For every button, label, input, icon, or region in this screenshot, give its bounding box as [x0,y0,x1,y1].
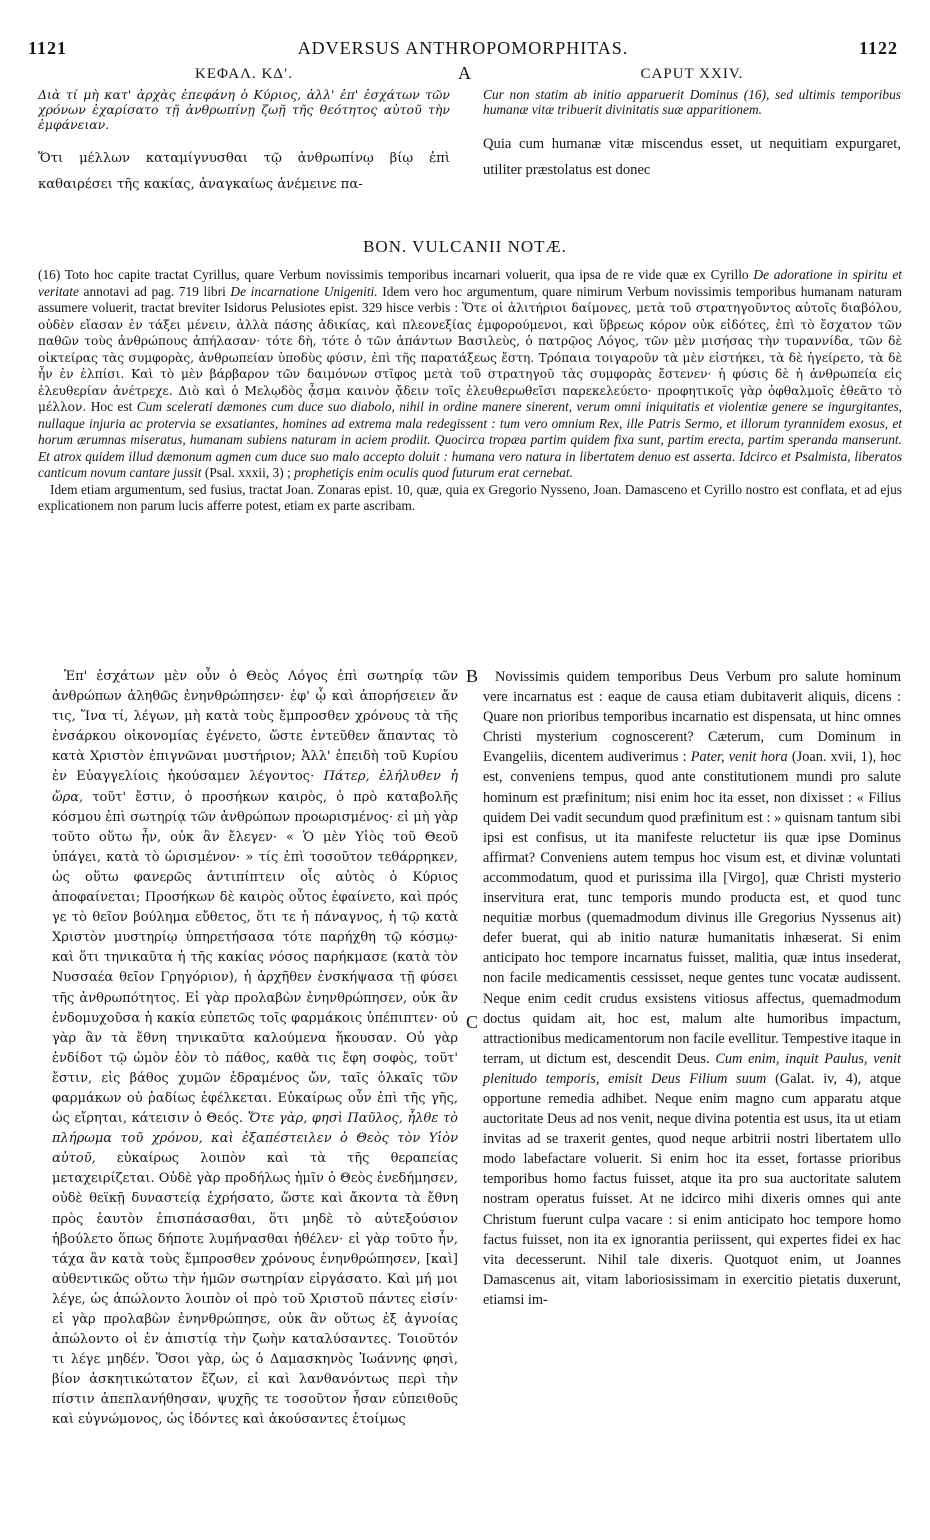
running-head [28,38,898,62]
note-greek-quotation: Ὅτε οἱ ἀλιτήριοι δαίμονες, μετὰ τοῦ στρατηγοῦντος αὐτοῖς διαβόλου, οὐδὲν εἴασαν ἐν τάξει μένειν, ἀλλὰ πάσης ἀδικίας, καὶ πλεονεξίας ἐμφορούμενοι, καὶ ὕβρεως κόρον οὐκ εἰδότες, ἐπὶ τὸ ἔσχατον τῶν παθῶν τοὺς ἀνθρώπους ἀπήλασαν· τότε δὴ, τότε ὁ τῶν ἁπάντων Βασιλεὺς, ὁ πατρῷος Λόγος, τῶν μὲν μισήσας τὴν τυραννίδα, τῶν δὲ οἰκτείρας τὰς συμφορὰς, ἀνθρωπείαν ὑποδὺς φύσιν, ἐπὶ τῆς παρατάξεως ἔστη. Τρόπαια τοιγαροῦν τὰ μὲν εἱστήκει, τὰ δὲ ἠγείρετο, τὰ δὲ ἦν ἐν ἐλπίσι. Καὶ τὸ μὲν βάρβαρον τῶν δαιμόνων στῖφος μετὰ τοῦ στρατηγοῦ τὰς συμφορὰς ἔστενεν· ἡ φύσις δὲ ἡ ἀνθρωπεία εἰς ἐλευθερίαν ἀνέτρεχε. Διὸ καὶ ὁ Μελῳδὸς ᾆσμα καινὸν ᾄδειν τοῖς ἐλευθερωθεῖσι παρεκελεύετο· προφητικοῖς γὰρ ὀφθαλμοῖς ἐθεᾶτο τὸ μέλλον. [38,301,903,414]
greek-main-column [52,667,458,1431]
section-marker-c: C [466,1012,479,1032]
latin-main-paragraph [483,667,901,1310]
latin-chapter-heading: CAPUT XXIV. [640,66,744,82]
latin-chapter-argument: Cur non statim ab initio apparuerit Dominus (16), sed ultimis temporibus humanæ vitæ tribuerit divinitatis suæ apparitionem. [483,87,901,117]
note-text: (16) Toto hoc capite tractat Cyrillus, quare Verbum novissimis temporibus incarnari voluerit, qua ipsa de re vide quæ ex Cyrillo [38,267,754,282]
note-text: (Psal. xxxii, 3) ; [201,465,295,480]
page-number-right: 1122 [858,38,898,58]
page-number-left: 1121 [28,38,68,58]
notes-title: BON. VULCANII NOTÆ. [363,237,567,256]
greek-main-text: εὐκαίρως λοιπὸν καὶ τὰ τῆς θεραπείας μεταχειρίζεται. Οὐδὲ γὰρ προδήλως ἡμῖν ὁ Θεὸς ἐνεδήμησεν, οὐδὲ θεϊκῇ δυναστείᾳ ἐχρήσατο, ὥστε καὶ ἄκοντα τὰ ἔθνη πρὸς ἑαυτὸν ἐπισπάσασθαι, ὅτι μηδὲ τὸ αὐτεξούσιον ἠβούλετο ὅπως δήποτε λυμήνασθαι ἠθέλεν· εἰ γὰρ τοῦτο ἦν, τάχα ἂν κατὰ τοὺς ἔμπροσθεν χρόνους ἐνηνθρώπησεν, [καὶ] αὐθεντικῶς οὕτω τὴν ἡμῶν σωτηρίαν εἰργάσατο. Καὶ μή μοι λέγε, ὡς ἀπώλοντο λοιπὸν οἱ πρὸ τοῦ Χριστοῦ πάντες εἰσίν· εἰ γὰρ προλαβὼν ἐνηνθρώπησε, οὐκ ἂν οὕτως ἐξ ἀγνοίας ἀπώλοντο οἱ ἐν ἀπιστίᾳ τὴν ζωὴν καταλύσαντες. Τοιοῦτόν τι λέγε μηδέν. Ὅσοι γὰρ, ὡς ὁ Δαμασκηνὸς Ἰωάννης φησὶ, βίον ἀσκητικώτατον ἔζων, εἰ καὶ λανθανόντως περὶ τὴν πίστιν ἀπεπλανήθησαν, ψυχῆς τε τοσοῦτον ἦσαν εὐπειθοῦς καὶ εὐγνώμονος, ὡς ἰδόντες καὶ ἀκούσαντες ἑτοίμως [52,1151,458,1428]
note-text: Hoc est [86,399,137,414]
section-marker-a: A [458,63,471,83]
section-marker-b: B [466,666,479,686]
latin-chapter-column [483,66,901,183]
greek-main-italic: Ὅτε γὰρ, φησὶ Παῦλος, ἦλθε τὸ πλήρωμα τοῦ χρόνου, καὶ ἐξαπέστειλεν ὁ Θεὸς τὸν Υἱὸν αὐτοῦ, [52,1111,458,1167]
note-text-italic: Cum scelerati dæmones cum duce suo diabolo, nihil in ordine manere sinerent, verum omni iniquitatis et violentiæ genere se ingurgitantes, nullaque injuria ac protervia se exsatiantes, homines ad extrema mala redegissent : tum vero omnium Rex, ille Patris Sermo, et illorum tyrannidem exosus, et horum ærumnas miseratus, humanam subiens naturam in aciem prodiit. Quocirca tropæa partim quidem fixa sunt, partim erecta, partim speranda manserunt. Et atrox quidem illud dæmonum agmen cum duce suo malo accepto doluit : humana vero natura in libertatem denuo est asserta. Idcirco et Psalmista, liberatos canticum novum cantare jussit [38,399,902,480]
greek-chapter-heading: ΚΕΦΑΛ. ΚΔʹ. [195,66,293,82]
note-text: annotavi ad pag. 719 libri [78,283,231,299]
latin-main-italic: Cum enim, inquit Paulus, venit plenitudo temporis, emisit Deus Filium suum [483,1050,901,1087]
note-paragraph-16 [38,267,902,482]
greek-chapter-text: Ὅτι μέλλων καταμίγνυσθαι τῷ ἀνθρωπίνῳ βίῳ ἐπὶ καθαιρέσει τῆς κακίας, ἀναγκαίως ἀνέμεινε πα- [38,151,450,192]
note-paragraph-zonaras: Idem etiam argumentum, sed fusius, tractat Joan. Zonaras epist. 10, quæ, quia ex Gregorio Nysseno, Joan. Damasceno et Cyrillo nostro est conflata, et ad ejus explicationem non parum lucis afferre potest, etiam ex parte ascribam. [38,481,902,513]
latin-main-column [483,667,901,1310]
running-title: ADVERSUS ANTHROPOMORPHITAS. [297,38,629,58]
note-text-italic: De incarnatione Unigeniti. [230,283,378,299]
latin-main-italic: Pater, venit hora [690,749,788,766]
note-text-italic: De adoratione in spiritu et veritate [38,267,903,299]
latin-main-text: (Joan. xvii, 1), hoc est, conveniens tempus, quod ante constitutionem mundi pro salute hominum est præfinitum; nisi enim hoc ita esset, non dixisset : « Filius quidem Dei vadit secundum quod præfinitum est : » quisnam tantum sibi ipsi est confisus, ut ita manifeste reluctetur iis quæ ipse Dominus affirmat? Conveniens autem tempus hoc visum est, et divinæ voluntati accommodatum, quod et purissima illa [Virgo], quæ Christi mysterio inservitura erat, tunc temporis mundo producta est, et quod tunc nequitiæ morbus (quemadmodum divinus ille Gregorius Nyssenus ait) defer buerat, qui ab initio naturæ humanitatis inhæserat. Si enim anticipato hoc tempore incarnatus fuisset, malitia, quæ intus insederat, non facile medicamentis cessisset, neque gentes tunc vocatæ audissent. Neque enim cedit crudus exsistens vitiosus affectus, quemadmodum doctus quidam ait, hoc est, malum alte humoribus impactum, attractionibus medicamentorum non facile evellitur. Tempestive itaque in terram, ut dictum est, descendit Deus. [483,749,901,1067]
latin-chapter-text: Quia cum humanæ vitæ miscendus esset, ut nequitiam expurgaret, utiliter præstolatus est donec [483,136,901,178]
greek-main-paragraph [52,667,458,1431]
note-text: Idem vero hoc argumentum, quare nimirum Verbum novissimis temporibus humanam naturam assumere voluerit, tractat breviter Isidorus Pelusiotes epist. 329 hisce verbis : [38,283,903,315]
note-text-italic: prophetiçis enim oculis quod futurum erat cernebat. [294,465,573,480]
greek-chapter-column [38,66,450,198]
greek-main-text: Ἐπ' ἐσχάτων μὲν οὖν ὁ Θεὸς Λόγος ἐπὶ σωτηρίᾳ τῶν ἀνθρώπων ἀληθῶς ἐνηνθρώπησεν· ἐφ' ᾧ καὶ ἀπορήσειεν ἄν τις, Ἵνα τί, λέγων, μὴ κατὰ τοὺς ἔμπροσθεν χρόνους τὰ τῆς ἐνσάρκου οἰκονομίας ἐγένετο, ὥστε ἐντεῦθεν ἅπαντας τὸ κατὰ Χριστὸν ἐπιγνῶναι μυστήριον; Ἀλλ' ἐπειδὴ τοῦ Κυρίου ἐν Εὐαγγελίοις ἠκούσαμεν λέγοντος· [52,669,458,785]
greek-main-italic: Πάτερ, ἐλήλυθεν ἡ ὥρα, [52,769,458,805]
notes-block [38,267,902,515]
greek-main-text: τοῦτ' ἔστιν, ὁ προσήκων καιρὸς, ὁ πρὸ καταβολῆς κόσμου ἐπὶ σωτηρίᾳ τῶν ἀνθρώπων προωρισμένος· εἰ μὴ γὰρ τοῦτο οὕτω ἦν, οὐκ ἂν ἔλεγεν· « Ὁ μὲν Υἱὸς τοῦ Θεοῦ ὑπάγει, κατὰ τὸ ὡρισμένον· » τίς ἐπὶ τοσοῦτον τεθάρρηκεν, ὡς οὕτω φανερῶς ἀντιπίπτειν οἷς αὐτὸς ὁ Κύριος ἀποφαίνεται; Προσήκων δὲ καιρὸς οὗτος ἐφαίνετο, καὶ πρός γε τὸ θεῖον βούλημα εὔθετος, ὅτι τε ἡ πάναγνος, ἡ τῷ κατὰ Χριστὸν μυστηρίῳ ὑπηρετήσασα τότε παρήχθη τῷ κόσμῳ· καὶ ὅτι τηνικαῦτα ἡ τῆς κακίας νόσος παρήκμασε (κατὰ τὸν Νυσσαέα θεῖον Γρηγόριον), ἡ ἀρχῆθεν ἐνσκήψασα τῇ φύσει τῆς ἀνθρωπότητος. Εἰ γὰρ προλαβὼν ἐνηνθρώπησεν, οὐκ ἂν ἐνδομυχοῦσα ἡ κακία εὐπετῶς τοῖς φαρμάκοις ὑπέπιπτεν· οὐ γὰρ ἂν τὰ ἔθνη τηνικαῦτα καλούμενα ἥκουσαν. Οὐ γὰρ ἐνδίδοτ τῷ ὠμὸν ἐὸν τὸ πάθος, καθὰ τις ἔφη σοφὸς, τοῦτ' ἔστιν, εἰς βάθος χυμῶν ἐδραμένος ὤν, ταῖς ὁλκαῖς τῶν φαρμάκων οὐ ῥαδίως ἐφέλκεται. Εὐκαίρως οὖν ἐπὶ τῆς γῆς, ὡς εἴρηται, κάτεισιν ὁ Θεός. [52,789,458,1127]
latin-main-text: (Galat. iv, 4), atque opportune remedia adhibet. Neque enim magno cum apparatu atque auctoritate Deus ad nos venit, neque divina potentia est usus, ita ut etiam invitas ad se traxerit gentes, quod neque arbitrii nostri libertatem ullo modo labefactare voluerit. Si enim hoc ita esset, fortasse prioribus temporibus homo factus fuisset, atque ita pro sua auctoritate salutem nostram operatus fuisset. At ne idcirco mihi dixeris omnes qui ante Christum fuerunt culpa vacare : si enim anticipato hoc tempore homo factus fuisset, non ita ex ignorantia periissent, qui expertes fidei ex hac vita decesserunt. Nihil tale dixeris. Quotquot enim, ut Joannes Damascenus ait, vitam laboriosissimam in exercitio pietatis duxerunt, etiamsi im- [483,1070,901,1308]
greek-chapter-argument: Διὰ τί μὴ κατ' ἀρχὰς ἐπεφάνη ὁ Κύριος, ἀλλ' ἐπ' ἐσχάτων τῶν χρόνων ἐχαρίσατο τῇ ἀνθρωπίνῃ ζωῇ τῆς θεότητος αὐτοῦ τὴν ἐμφάνειαν. [38,87,450,132]
latin-main-text: Novissimis quidem temporibus Deus Verbum pro salute hominum vere incarnatus est : eaque de causa etiam dubitaverit aliquis, dicens : Quare non prioribus temporibus incarnatio est dispensata, ut hinc omnes Christi mysterium cognoscerent? Cæterum, cum Dominum in Evangeliis, dicentem audiverimus : [483,669,901,766]
